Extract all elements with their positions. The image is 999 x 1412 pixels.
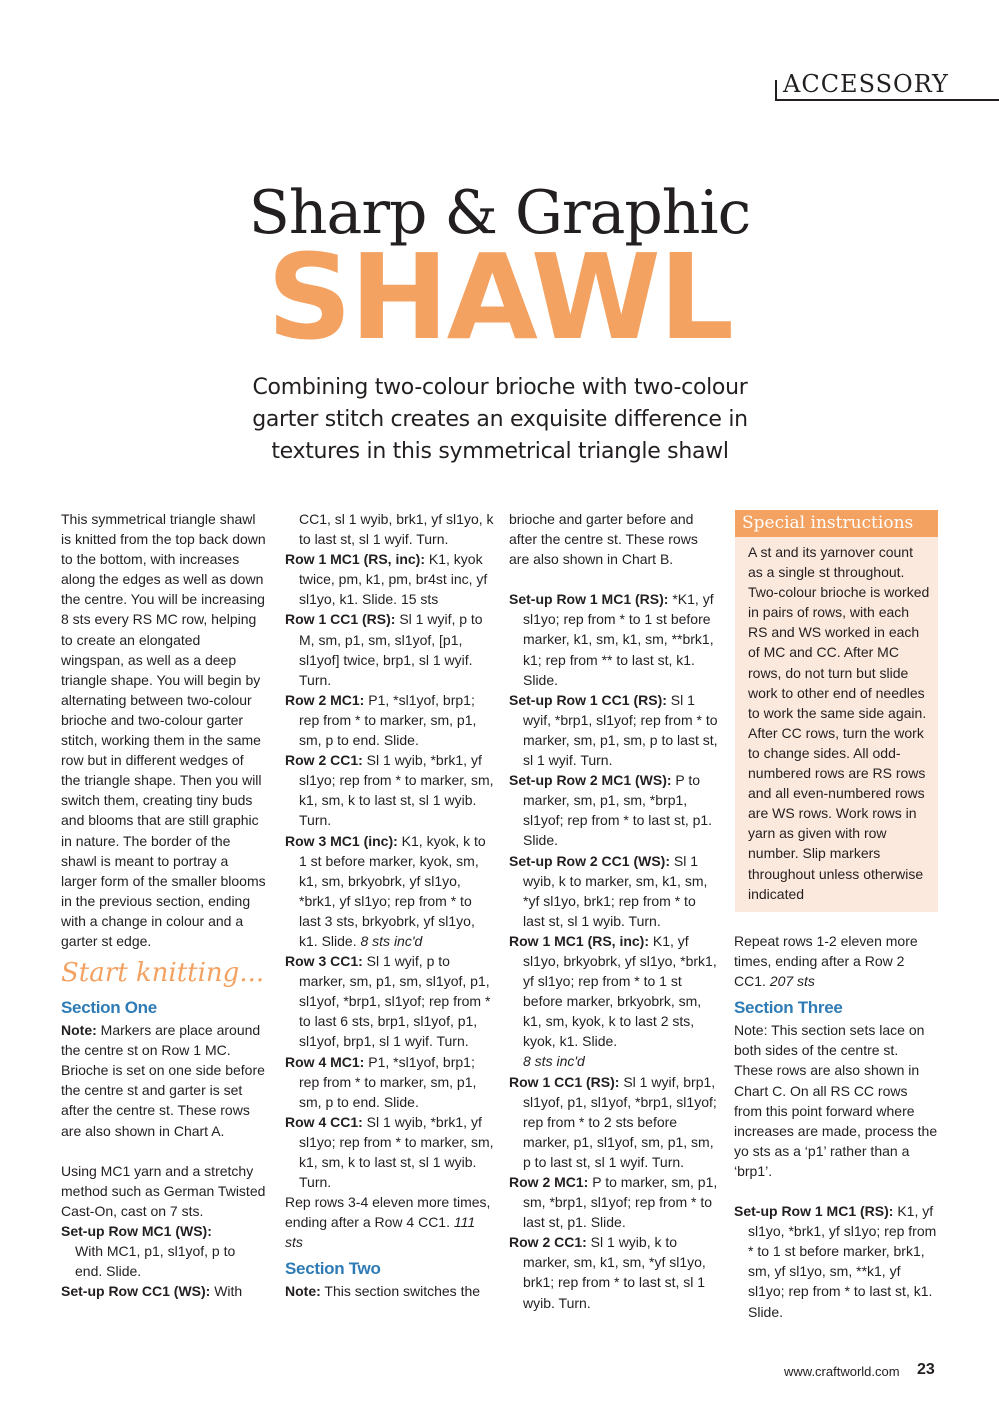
setup-row1-cc1: Set-up Row 1 CC1 (RS): Sl 1 wyif, *brp1, sl1yof; rep from * to marker, sm, p1, sm, p to last st, sl 1 wyif. Turn. — [509, 691, 718, 769]
row1-cc1-s2: Row 1 CC1 (RS): Sl 1 wyif, brp1, sl1yof, p1, sl1yof, *brp1, sl1yof; rep from * to 2 sts before marker, p1, sl1yof, sm, p1, sm, p to last st, sl 1 wyif. Turn. — [509, 1073, 717, 1170]
special-instructions-panel — [735, 510, 938, 912]
row3-cc1: Row 3 CC1: Sl 1 wyif, p to marker, sm, p1, sm, sl1yof, p1, sl1yof, *brp1, sl1yof; rep from * to last 6 sts, brp1, sl1yof, p1, sl1yof, brp1, sl 1 wyif. Turn. — [285, 953, 491, 1050]
section-one-note: Note: Markers are place around the centre st on Row 1 MC. Brioche is set on one side before the centre st and garter is set after the centre st. These rows are also shown in Chart A. — [61, 1022, 265, 1139]
setup-row-mc1-label: Set-up Row MC1 (WS): — [61, 1222, 212, 1239]
row2-mc1-s2: Row 2 MC1: P to marker, sm, p1, sm, *brp1, sl1yof; rep from * to last st, p1. Slide. — [509, 1174, 718, 1231]
page-number: 23 — [917, 1361, 935, 1378]
row4-mc1: Row 4 MC1: P1, *sl1yof, brp1; rep from * to marker, sm, p1, sm, p to end. Slide. — [285, 1053, 477, 1110]
setup-row2-cc1: Set-up Row 2 CC1 (WS): Sl 1 wyib, k to marker, sm, k1, sm, *yf sl1yo, brk1; rep from * to last st, sl 1 wyib. Turn. — [509, 852, 708, 929]
repeat-rows-3-4: Rep rows 3-4 eleven more times, ending after a Row 4 CC1. 111 sts — [285, 1194, 491, 1251]
title-line-1: Sharp & Graphic — [248, 178, 751, 248]
row1-mc1: Row 1 MC1 (RS, inc): K1, kyok twice, pm, k1, pm, br4st inc, yf sl1yo, k1. Slide. 15 sts — [285, 551, 488, 608]
section-three-heading: Section Three — [734, 998, 843, 1018]
row1-mc1-s2-inc: 8 sts inc'd — [523, 1053, 585, 1070]
section-two-note-cont: brioche and garter before and after the centre st. These rows are also shown in Chart B. — [509, 511, 698, 568]
section-two-note: Note: This section switches the — [285, 1283, 481, 1300]
column-3 — [509, 509, 721, 1313]
column-2 — [285, 509, 495, 1302]
column-1 — [61, 509, 266, 1301]
setup-row-cc1-cont: CC1, sl 1 wyib, brk1, yf sl1yo, k to last st, sl 1 wyif. Turn. — [299, 511, 494, 548]
section-one-heading: Section One — [61, 998, 157, 1018]
setup-row-mc1-text: With MC1, p1, sl1yof, p to end. Slide. — [75, 1243, 236, 1280]
row2-mc1: Row 2 MC1: P1, *sl1yof, brp1; rep from * to marker, sm, p1, sm, p to end. Slide. — [285, 691, 477, 749]
setup-row-cc1: Set-up Row CC1 (WS): With — [61, 1283, 243, 1300]
section-tag-tick — [775, 80, 777, 101]
row1-cc1: Row 1 CC1 (RS): Sl 1 wyif, p to M, sm, p1, sm, sl1yof, [p1, sl1yof] twice, brp1, sl 1 wyif. Turn. — [285, 611, 483, 688]
title-line-2: SHAWL — [266, 228, 733, 366]
column-4 — [734, 931, 939, 1322]
section-tag-rule — [775, 99, 999, 101]
footer-url: www.craftworld.com — [784, 1364, 900, 1379]
row3-mc1: Row 3 MC1 (inc): K1, kyok, k to 1 st before marker, kyok, sm, k1, sm, brkyobrk, yf sl1yo, *brk1, yf sl1yo; rep from * to last 3 sts, brkyobrk, yf sl1yo, k1. Slide. 8 sts inc'd — [285, 832, 486, 949]
start-knitting-heading: Start knitting... — [61, 958, 265, 989]
setup-row1-mc1: Set-up Row 1 MC1 (RS): *K1, yf sl1yo; rep from * to 1 st before marker, k1, sm, k1, sm, **brk1, k1; rep from ** to last st, k1. Slide. — [509, 591, 714, 688]
section-tag: ACCESSORY — [783, 70, 949, 98]
section-two-heading: Section Two — [285, 1259, 381, 1279]
row2-cc1-s2: Row 2 CC1: Sl 1 wyib, k to marker, sm, k1, sm, *yf sl1yo, brk1; rep from * to last st, sl 1 wyib. Turn. — [509, 1234, 706, 1311]
standfirst: Combining two-colour brioche with two-colour garter stitch creates an exquisite difference in textures in this symmetrical triangle shawl — [252, 375, 748, 464]
repeat-rows-1-2: Repeat rows 1-2 eleven more times, ending after a Row 2 CC1. 207 sts — [734, 933, 918, 990]
section-three-note: Note: This section sets lace on both sides of the centre st. These rows are also shown in Chart C. On all RS CC rows from this point forward where increases are made, process the yo sts as a ‘p1’ rather than a ‘brp1’. — [734, 1022, 938, 1179]
row2-cc1: Row 2 CC1: Sl 1 wyib, *brk1, yf sl1yo; rep from * to marker, sm, k1, sm, k to last st, sl 1 wyib. Turn. — [285, 752, 494, 829]
intro-paragraph: This symmetrical triangle shawl is knitted from the top back down to the bottom, with increases along the edges as well as down the centre. You will be increasing 8 sts every RS MC row, helping to create an elongated wingspan, as well as a deep triangle shape. You will begin by alternating between two-colour brioche and two-colour garter stitch, working them in the same row but in different wedges of the triangle shape. Then you will switch them, creating tiny buds and blooms that are still graphic in nature. The border of the shawl is meant to portray a larger form of the smaller blooms in the previous section, ending with a change in colour and a garter st edge. — [61, 511, 266, 949]
setup-row2-mc1: Set-up Row 2 MC1 (WS): P to marker, sm, p1, sm, *brp1, sl1yof; rep from * to last st, p1. Slide. — [509, 772, 713, 849]
special-instructions-heading: Special instructions — [735, 510, 938, 537]
row4-cc1: Row 4 CC1: Sl 1 wyib, *brk1, yf sl1yo; rep from * to marker, sm, k1, sm, k to last st, sl 1 wyib. Turn. — [285, 1113, 494, 1191]
cast-on-paragraph: Using MC1 yarn and a stretchy method such as German Twisted Cast-On, cast on 7 sts. — [61, 1162, 266, 1219]
setup-row1-mc1-s3: Set-up Row 1 MC1 (RS): K1, yf sl1yo, *brk1, yf sl1yo; rep from * to 1 st before marker, brk1, sm, yf sl1yo, sm, **k1, yf sl1yo; rep from * to last st, k1. Slide. — [734, 1203, 937, 1320]
row1-mc1-s2: Row 1 MC1 (RS, inc): K1, yf sl1yo, brkyobrk, yf sl1yo, *brk1, yf sl1yo; rep from * to 1 st before marker, brkyobrk, sm, k1, sm, kyok, k to last 2 sts, kyok, k1. Slide. — [509, 932, 717, 1050]
special-instructions-body: A st and its yarnover count as a single st throughout. Two-colour brioche is worked in pairs of rows, with each RS and WS worked in each of MC and CC. After MC rows, do not turn but slide work to other end of needles to work the same side again. After CC rows, turn the work to change sides. All odd-numbered rows are RS rows and all even-numbered rows are WS rows. Work rows in yarn as given with row number. Slip markers throughout unless otherwise indicated — [748, 544, 930, 902]
